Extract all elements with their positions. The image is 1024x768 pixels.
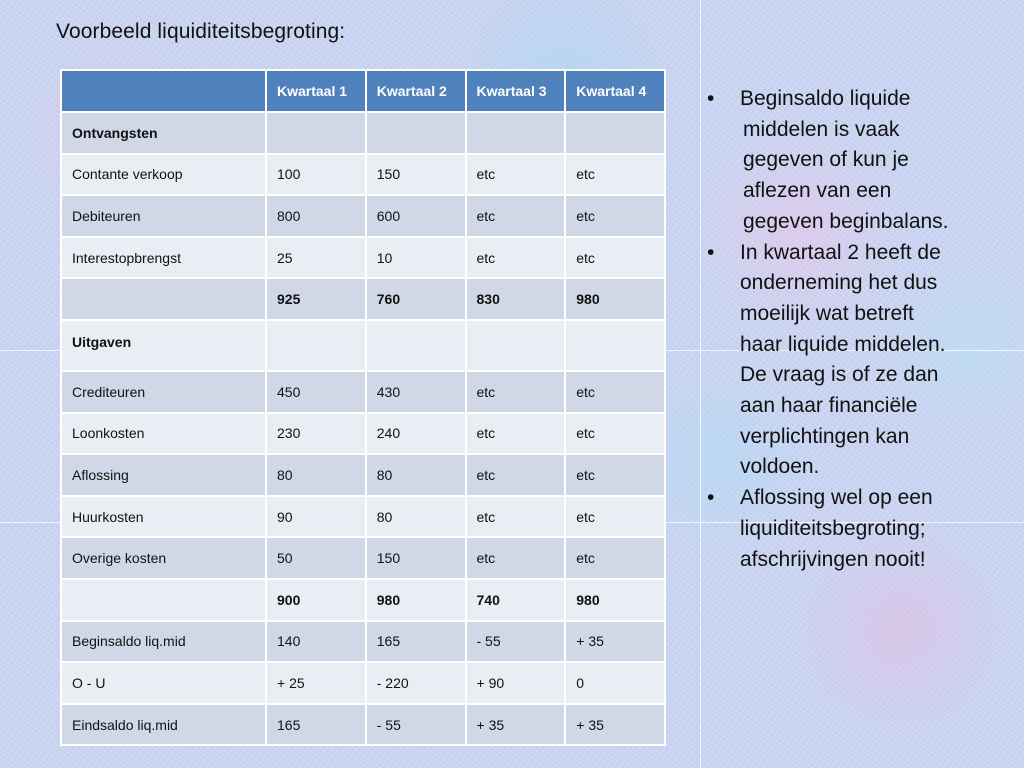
bullet-line: liquiditeitsbegroting;: [740, 516, 926, 540]
bullet-item: [703, 483, 993, 575]
row-label: O - U: [61, 662, 266, 704]
cell: etc: [466, 537, 566, 579]
bullet-line: aflezen van een: [743, 179, 892, 203]
bullet-line: In kwartaal 2 heeft de: [740, 240, 941, 264]
cell: 100: [266, 154, 366, 196]
row-label: Crediteuren: [61, 371, 266, 413]
header-cell-q2: Kwartaal 2: [366, 70, 466, 112]
header-cell-empty: [61, 70, 266, 112]
cell: [466, 112, 566, 154]
cell: + 90: [466, 662, 566, 704]
bullet-line: haar liquide middelen.: [740, 332, 946, 356]
row-label: Uitgaven: [61, 320, 266, 371]
cell: - 220: [366, 662, 466, 704]
table-row: [61, 413, 665, 455]
table-header-row: [61, 70, 665, 112]
liquidity-budget-table: [60, 69, 666, 746]
cell: 165: [366, 621, 466, 663]
bullet-line: verplichtingen kan: [740, 424, 910, 448]
row-label: Ontvangsten: [61, 112, 266, 154]
table-row: [61, 662, 665, 704]
cell: + 35: [466, 704, 566, 746]
bullet-line: gegeven beginbalans.: [743, 209, 949, 233]
cell: 450: [266, 371, 366, 413]
cell: + 25: [266, 662, 366, 704]
total-cell: 830: [466, 278, 566, 320]
cell: [466, 320, 566, 371]
cell: etc: [565, 496, 665, 538]
cell: 230: [266, 413, 366, 455]
cell: + 35: [565, 704, 665, 746]
cell: etc: [466, 371, 566, 413]
cell: 50: [266, 537, 366, 579]
cell: etc: [565, 413, 665, 455]
cell: 800: [266, 195, 366, 237]
total-cell: 900: [266, 579, 366, 621]
bullet-dot-icon: •: [707, 486, 715, 510]
cell: [565, 112, 665, 154]
total-cell: 980: [366, 579, 466, 621]
table-row: [61, 371, 665, 413]
row-label: [61, 579, 266, 621]
bullet-line: gegeven of kun je: [743, 148, 909, 172]
table-row: [61, 704, 665, 746]
cell: etc: [565, 154, 665, 196]
row-label: Beginsaldo liq.mid: [61, 621, 266, 663]
total-cell: 760: [366, 278, 466, 320]
cell: 80: [266, 454, 366, 496]
cell: [366, 112, 466, 154]
cell: 80: [366, 496, 466, 538]
bullet-line: onderneming het dus: [740, 271, 938, 295]
cell: etc: [466, 413, 566, 455]
cell: etc: [565, 195, 665, 237]
cell: 600: [366, 195, 466, 237]
table-row-total-uitgaven: [61, 579, 665, 621]
cell: 165: [266, 704, 366, 746]
cell: 140: [266, 621, 366, 663]
bullet-line: De vraag is of ze dan: [740, 363, 939, 387]
table-row-section-ontvangsten: [61, 112, 665, 154]
table-row: [61, 621, 665, 663]
cell: [266, 112, 366, 154]
row-label: [61, 278, 266, 320]
cell: 150: [366, 537, 466, 579]
bullet-dot-icon: •: [707, 240, 715, 264]
cell: etc: [466, 237, 566, 279]
cell: - 55: [366, 704, 466, 746]
background-seam: [700, 0, 701, 768]
row-label: Interestopbrengst: [61, 237, 266, 279]
bullet-line: Beginsaldo liquide: [740, 87, 911, 110]
cell: 240: [366, 413, 466, 455]
row-label: Debiteuren: [61, 195, 266, 237]
table-row: [61, 237, 665, 279]
cell: 430: [366, 371, 466, 413]
table-row-section-uitgaven: [61, 320, 665, 371]
row-label: Huurkosten: [61, 496, 266, 538]
row-label: Eindsaldo liq.mid: [61, 704, 266, 746]
bullet-line: voldoen.: [740, 455, 820, 479]
total-cell: 740: [466, 579, 566, 621]
cell: 90: [266, 496, 366, 538]
cell: etc: [466, 454, 566, 496]
cell: [366, 320, 466, 371]
cell: etc: [565, 371, 665, 413]
cell: 10: [366, 237, 466, 279]
header-cell-q1: Kwartaal 1: [266, 70, 366, 112]
cell: - 55: [466, 621, 566, 663]
header-cell-q3: Kwartaal 3: [466, 70, 566, 112]
bullet-item: [703, 84, 993, 238]
cell: 25: [266, 237, 366, 279]
row-label: Loonkosten: [61, 413, 266, 455]
table-row: [61, 195, 665, 237]
row-label: Aflossing: [61, 454, 266, 496]
slide-title: Voorbeeld liquiditeitsbegroting:: [56, 20, 346, 43]
cell: etc: [466, 195, 566, 237]
notes-bullet-list: [703, 84, 993, 575]
total-cell: 980: [565, 579, 665, 621]
cell: 0: [565, 662, 665, 704]
bullet-dot-icon: •: [707, 87, 715, 110]
bullet-line: Aflossing wel op een: [740, 486, 933, 510]
row-label: Contante verkoop: [61, 154, 266, 196]
cell: etc: [565, 237, 665, 279]
total-cell: 925: [266, 278, 366, 320]
bullet-line: aan haar financiële: [740, 394, 918, 418]
table-row: [61, 537, 665, 579]
bullet-item: [703, 238, 993, 484]
bullet-line: middelen is vaak: [743, 117, 900, 141]
cell: 150: [366, 154, 466, 196]
table-row: [61, 154, 665, 196]
cell: etc: [466, 496, 566, 538]
table-row: [61, 454, 665, 496]
bullet-line: moeilijk wat betreft: [740, 301, 914, 325]
cell: [266, 320, 366, 371]
cell: [565, 320, 665, 371]
cell: 80: [366, 454, 466, 496]
total-cell: 980: [565, 278, 665, 320]
cell: + 35: [565, 621, 665, 663]
table-row-total-ontvangsten: [61, 278, 665, 320]
bullet-line: afschrijvingen nooit!: [740, 547, 926, 571]
cell: etc: [565, 454, 665, 496]
cell: etc: [565, 537, 665, 579]
header-cell-q4: Kwartaal 4: [565, 70, 665, 112]
table-row: [61, 496, 665, 538]
cell: etc: [466, 154, 566, 196]
row-label: Overige kosten: [61, 537, 266, 579]
